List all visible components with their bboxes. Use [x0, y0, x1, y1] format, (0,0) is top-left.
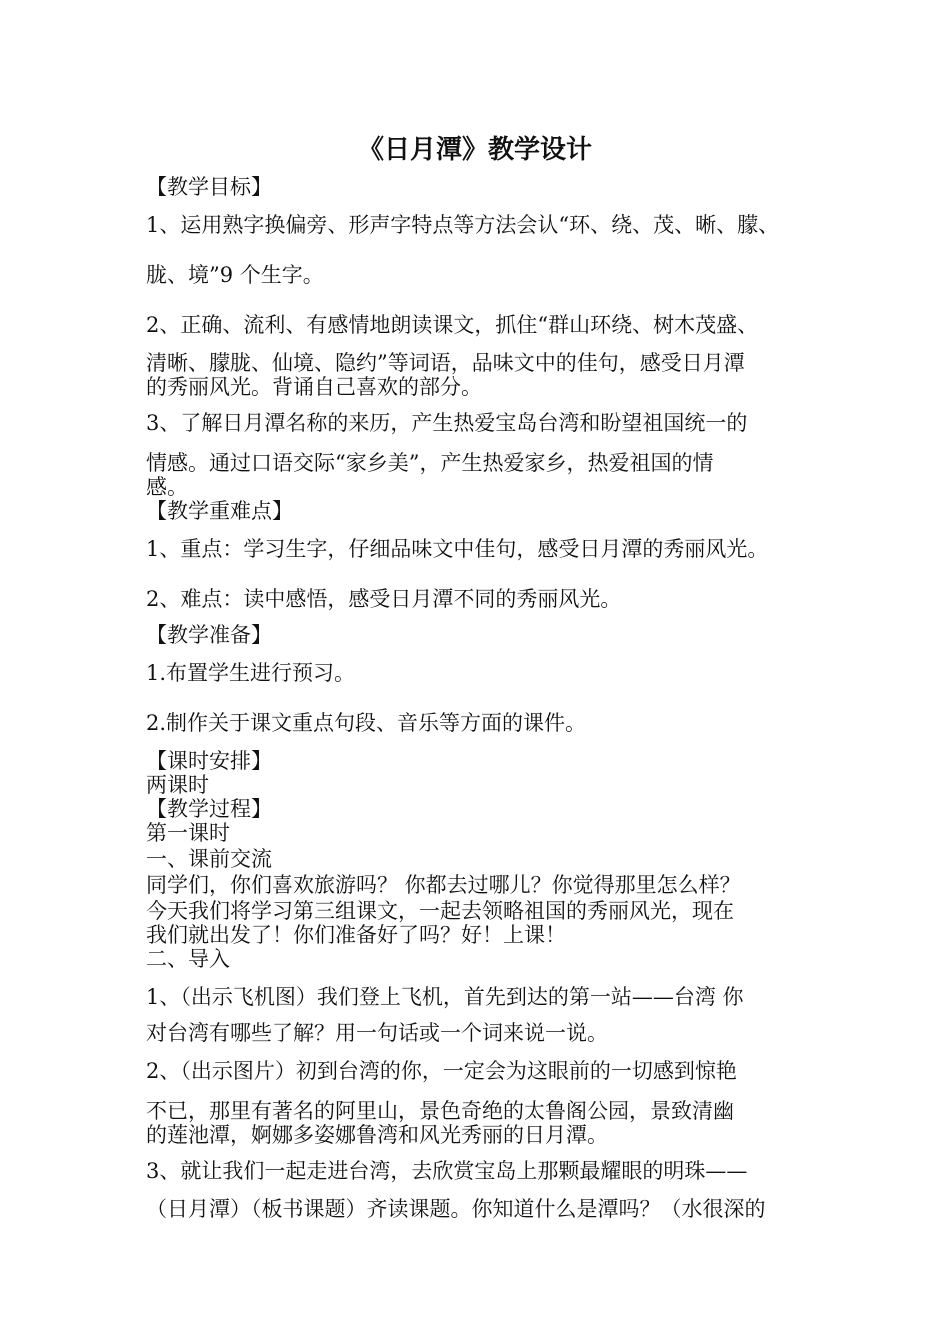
text-line: 2、难点：读中感悟，感受日月潭不同的秀丽风光。 — [146, 587, 622, 611]
text-line: 不已，那里有著名的阿里山，景色奇绝的太鲁阁公园，景致清幽 — [146, 1099, 734, 1123]
text-line: 第一课时 — [146, 821, 230, 845]
text-line: 二、导入 — [146, 947, 230, 971]
heading-objectives: 【教学目标】 — [146, 175, 272, 199]
heading-key-points: 【教学重难点】 — [146, 499, 293, 523]
text-line: 同学们，你们喜欢旅游吗？ 你都去过哪儿？你觉得那里怎么样？ — [146, 873, 741, 897]
text-line: 感。 — [146, 475, 188, 499]
text-line: 1.布置学生进行预习。 — [146, 661, 356, 685]
text-line: 2、（出示图片）初到台湾的你，一定会为这眼前的一切感到惊艳 — [146, 1059, 737, 1083]
text-line: 的莲池潭，婀娜多姿娜鲁湾和风光秀丽的日月潭。 — [146, 1123, 608, 1147]
heading-process: 【教学过程】 — [146, 797, 272, 821]
text-line: 一、课前交流 — [146, 847, 272, 871]
document-title: 《日月潭》教学设计 — [357, 135, 592, 165]
text-line: 情感。通过口语交际“家乡美”，产生热爱家乡，热爱祖国的情 — [146, 451, 714, 475]
text-line: 今天我们将学习第三组课文，一起去领略祖国的秀丽风光，现在 — [146, 899, 734, 923]
text-line: 1、重点：学习生字，仔细品味文中佳句，感受日月潭的秀丽风光。 — [146, 537, 769, 561]
text-line: 2.制作关于课文重点句段、音乐等方面的课件。 — [146, 711, 587, 735]
text-line: 我们就出发了！你们准备好了吗？好！上课！ — [146, 923, 566, 947]
text-line: 2、正确、流利、有感情地朗读课文，抓住“群山环绕、树木茂盛、 — [146, 313, 759, 337]
text-line: 胧、境”9 个生字。 — [146, 263, 324, 287]
text-line: 1、（出示飞机图）我们登上飞机，首先到达的第一站——台湾 你 — [146, 985, 744, 1009]
heading-schedule: 【课时安排】 — [146, 749, 272, 773]
text-line: 1、运用熟字换偏旁、形声字特点等方法会认“环、绕、茂、晰、朦、 — [146, 213, 780, 237]
text-line: 3、了解日月潭名称的来历，产生热爱宝岛台湾和盼望祖国统一的 — [146, 411, 748, 435]
text-line: （日月潭）（板书课题）齐读课题。你知道什么是潭吗？（水很深的 — [146, 1197, 766, 1221]
text-line: 的秀丽风光。背诵自己喜欢的部分。 — [146, 375, 482, 399]
text-line: 对台湾有哪些了解？用一句话或一个词来说一说。 — [146, 1021, 608, 1045]
text-line: 两课时 — [146, 773, 209, 797]
text-line: 清晰、朦胧、仙境、隐约”等词语，品味文中的佳句，感受日月潭 — [146, 351, 745, 375]
heading-preparation: 【教学准备】 — [146, 623, 272, 647]
text-line: 3、就让我们一起走进台湾，去欣赏宝岛上那颗最耀眼的明珠—— — [146, 1159, 748, 1183]
